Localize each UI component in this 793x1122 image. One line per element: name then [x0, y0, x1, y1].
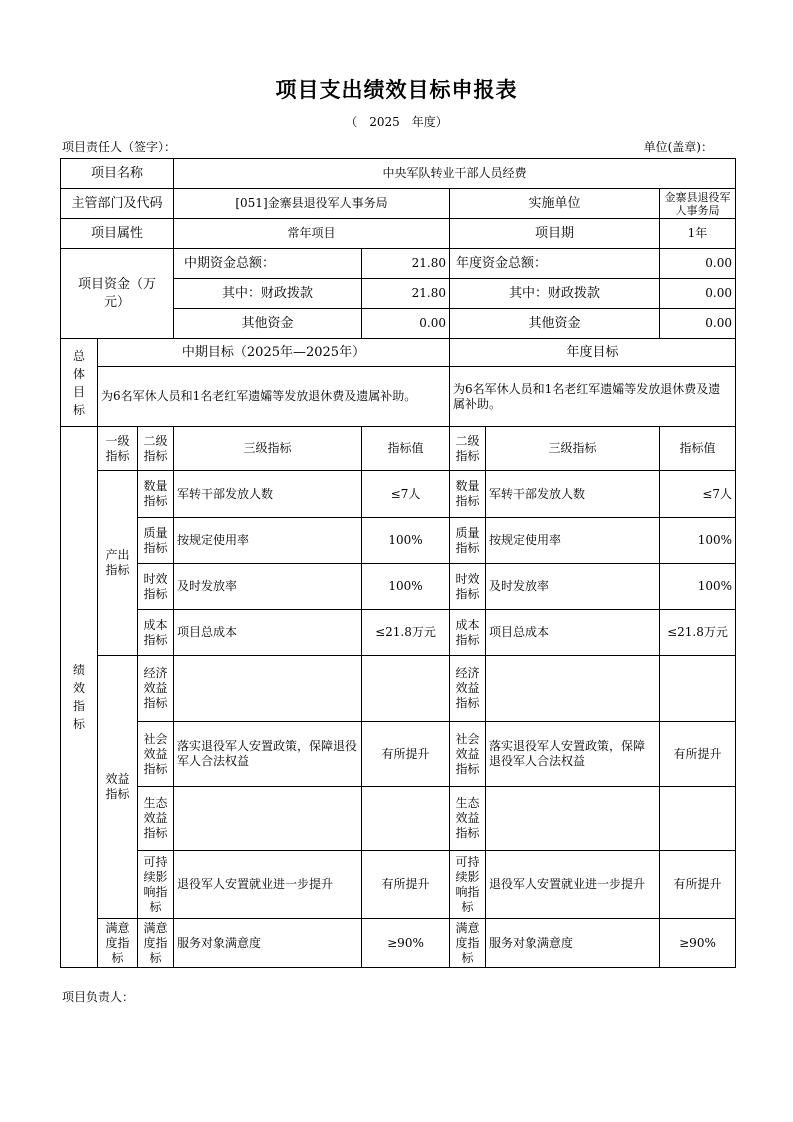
- annual-level2-cell: 生态效益指标: [450, 787, 486, 851]
- indicator-row: [61, 564, 736, 610]
- project-name-row: [61, 159, 736, 189]
- mid-level3-cell: [174, 787, 362, 851]
- form-title: 项目支出绩效目标申报表: [275, 78, 518, 102]
- mid-fiscal-label: 其中：财政拨款: [174, 279, 362, 309]
- mid-level2-cell: 经济效益指标: [138, 656, 174, 722]
- annual-value-cell: [660, 656, 736, 722]
- mid-term-goal-header: 中期目标（2025年—2025年）: [98, 339, 450, 367]
- implementing-unit-label: 实施单位: [450, 189, 660, 219]
- annual-value-cell: 100%: [660, 564, 736, 610]
- mid-level2-cell: 可持续影响指标: [138, 851, 174, 919]
- annual-total-label: 年度资金总额：: [450, 249, 660, 279]
- mid-value-cell: [362, 656, 450, 722]
- mid-level3-cell: 军转干部发放人数: [174, 471, 362, 518]
- satisfaction-indicator-label: 满意度指标: [98, 919, 138, 968]
- mid-value-cell: 有所提升: [362, 851, 450, 919]
- annual-other-label: 其他资金: [450, 309, 660, 339]
- mid-value-cell: [362, 787, 450, 851]
- mid-value-cell: ≤7人: [362, 471, 450, 518]
- project-period-value: 1年: [660, 219, 736, 249]
- annual-level2-cell: 可持续影响指标: [450, 851, 486, 919]
- annual-value-cell: 100%: [660, 518, 736, 564]
- annual-level3-cell: 服务对象满意度: [486, 919, 660, 968]
- project-funds-label: [61, 249, 174, 339]
- annual-level3-cell: 及时发放率: [486, 564, 660, 610]
- annual-total-value: 0.00: [660, 249, 736, 279]
- mid-other-label: 其他资金: [174, 309, 362, 339]
- mid-level3-cell: 及时发放率: [174, 564, 362, 610]
- annual-level3-cell: 退役军人安置就业进一步提升: [486, 851, 660, 919]
- attribute-row: [61, 219, 736, 249]
- mid-level2-cell: 数量指标: [138, 471, 174, 518]
- annual-level3-cell: 落实退役军人安置政策，保障退役军人合法权益: [486, 722, 660, 787]
- annual-value-cell: [660, 787, 736, 851]
- mid-total-value: 21.80: [362, 249, 450, 279]
- project-funds-label-text: 项目资金（万元）: [77, 276, 156, 310]
- overall-goal-label: [61, 339, 98, 427]
- mid-level2-cell: 成本指标: [138, 610, 174, 656]
- implementing-unit-value: 金寨县退役军人事务局: [660, 189, 736, 219]
- indicator-header-row: [61, 427, 736, 471]
- annual-level2-cell: 时效指标: [450, 564, 486, 610]
- mid-level3-cell: 项目总成本: [174, 610, 362, 656]
- mid-level3-header: 三级指标: [174, 427, 362, 471]
- performance-indicator-label-text: 绩效指标: [72, 663, 85, 731]
- mid-level1-header: 一级指标: [98, 427, 138, 471]
- mid-level3-cell: 服务对象满意度: [174, 919, 362, 968]
- department-label: 主管部门及代码: [61, 189, 174, 219]
- mid-fiscal-value: 21.80: [362, 279, 450, 309]
- mid-level3-cell: 落实退役军人安置政策，保障退役军人合法权益: [174, 722, 362, 787]
- annual-level2-cell: 经济效益指标: [450, 656, 486, 722]
- responsible-signature-label: 项目责任人（签字）：: [62, 140, 177, 154]
- project-attribute-label: 项目属性: [61, 219, 174, 249]
- annual-fiscal-value: 0.00: [660, 279, 736, 309]
- mid-value-cell: 有所提升: [362, 722, 450, 787]
- annual-fiscal-label: 其中：财政拨款: [450, 279, 660, 309]
- indicator-row: [61, 919, 736, 968]
- annual-value-cell: ≥90%: [660, 919, 736, 968]
- annual-level3-cell: [486, 787, 660, 851]
- overall-goal-label-text: 总体目标: [72, 348, 85, 417]
- project-period-label: 项目期: [450, 219, 660, 249]
- annual-other-value: 0.00: [660, 309, 736, 339]
- project-principal-label: 项目负责人：: [62, 990, 135, 1004]
- mid-term-goal-text: 为6名军休人员和1名老红军遗孀等发放退休费及遗属补助。: [98, 367, 450, 427]
- mid-level2-cell: 社会效益指标: [138, 722, 174, 787]
- annual-level3-header: 三级指标: [486, 427, 660, 471]
- project-name-label: 项目名称: [61, 159, 174, 189]
- goals-content-row: [61, 367, 736, 427]
- department-value: [051]金寨县退役军人事务局: [174, 189, 450, 219]
- indicator-row: [61, 518, 736, 564]
- annual-value-cell: ≤21.8万元: [660, 610, 736, 656]
- mid-level3-cell: [174, 656, 362, 722]
- mid-level2-header: 二级指标: [138, 427, 174, 471]
- annual-value-cell: 有所提升: [660, 722, 736, 787]
- output-indicator-label: 产出指标: [98, 471, 138, 656]
- mid-other-value: 0.00: [362, 309, 450, 339]
- annual-level3-cell: 项目总成本: [486, 610, 660, 656]
- benefit-indicator-label: 效益指标: [98, 656, 138, 919]
- annual-level3-cell: [486, 656, 660, 722]
- indicator-row: [61, 610, 736, 656]
- annual-goal-header: 年度目标: [450, 339, 736, 367]
- mid-value-cell: ≥90%: [362, 919, 450, 968]
- mid-value-cell: 100%: [362, 564, 450, 610]
- department-row: [61, 189, 736, 219]
- indicator-row: [61, 471, 736, 518]
- annual-level2-cell: 社会效益指标: [450, 722, 486, 787]
- goals-header-row: [61, 339, 736, 367]
- mid-level2-cell: 生态效益指标: [138, 787, 174, 851]
- annual-level2-cell: 质量指标: [450, 518, 486, 564]
- indicator-row: [61, 656, 736, 722]
- annual-level2-header: 二级指标: [450, 427, 486, 471]
- annual-level2-cell: 成本指标: [450, 610, 486, 656]
- mid-level3-cell: 按规定使用率: [174, 518, 362, 564]
- funds-total-row: [61, 249, 736, 279]
- performance-indicator-label: [61, 427, 98, 968]
- fiscal-year: （ 2025 年度）: [345, 115, 448, 129]
- performance-goal-table: [60, 158, 736, 968]
- annual-value-cell: ≤7人: [660, 471, 736, 518]
- mid-level2-cell: 满意度指标: [138, 919, 174, 968]
- mid-level2-cell: 质量指标: [138, 518, 174, 564]
- annual-level2-cell: 数量指标: [450, 471, 486, 518]
- indicator-row: [61, 851, 736, 919]
- mid-level2-cell: 时效指标: [138, 564, 174, 610]
- mid-value-cell: 100%: [362, 518, 450, 564]
- mid-value-cell: ≤21.8万元: [362, 610, 450, 656]
- annual-level3-cell: 按规定使用率: [486, 518, 660, 564]
- indicator-row: [61, 787, 736, 851]
- mid-value-header: 指标值: [362, 427, 450, 471]
- annual-value-cell: 有所提升: [660, 851, 736, 919]
- mid-level3-cell: 退役军人安置就业进一步提升: [174, 851, 362, 919]
- unit-seal-label: 单位(盖章)：: [643, 140, 713, 154]
- mid-total-label: 中期资金总额：: [174, 249, 362, 279]
- annual-goal-text: 为6名军休人员和1名老红军遗孀等发放退休费及遗属补助。: [450, 367, 736, 427]
- indicator-row: [61, 722, 736, 787]
- project-name-value: 中央军队转业干部人员经费: [174, 159, 736, 189]
- annual-level2-cell: 满意度指标: [450, 919, 486, 968]
- annual-level3-cell: 军转干部发放人数: [486, 471, 660, 518]
- project-attribute-value: 常年项目: [174, 219, 450, 249]
- annual-value-header: 指标值: [660, 427, 736, 471]
